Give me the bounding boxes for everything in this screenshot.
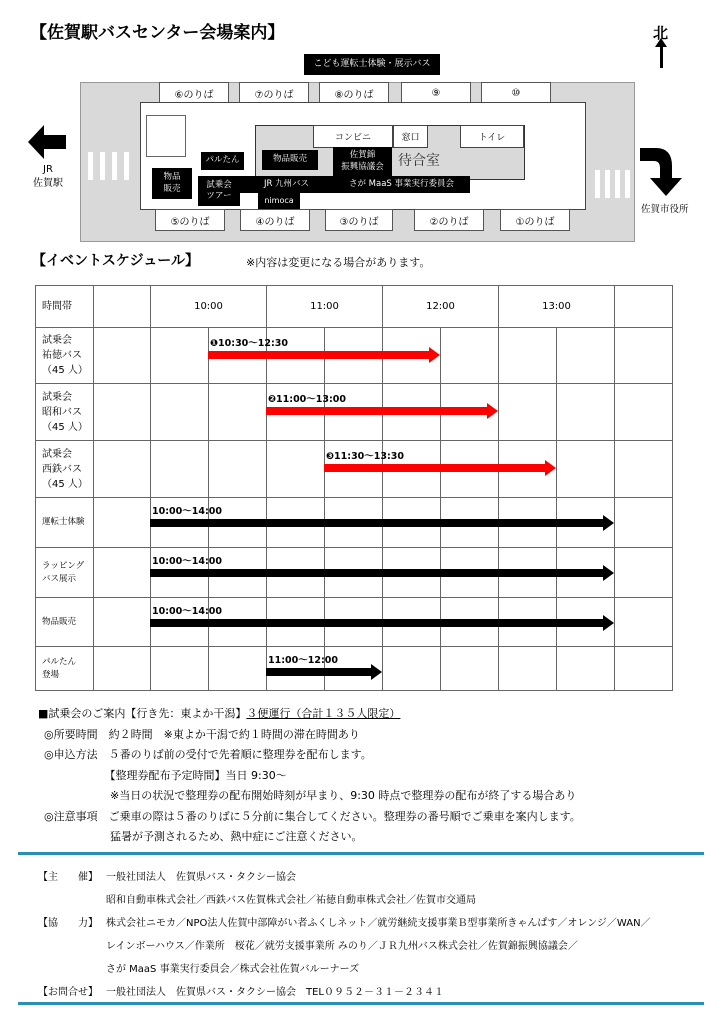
bay-5: ⑤のりば [155,209,225,231]
waiting-room-label: 待合室 [398,153,440,169]
schedule-bar [266,668,372,676]
credit-value: 株式会社ニモカ／NPO法人佐賀中部障がい者ふくしネット／就労継続支援事業Ｂ型事業所きゃんぱす／オレンジ／WAN／ [106,918,651,929]
credit-value: 昭和自動車株式会社／西鉄バス佐賀株式会社／祐徳自動車株式会社／佐賀市交通局 [106,895,476,906]
row-label: ラッピング バス展示 [36,548,94,598]
credit-value: レインボーハウス／作業所 桜花／就労支援事業所 みのり／ＪＲ九州バス株式会社／佐賀錦振興協議会／ [106,941,578,952]
hour-10: 10:00 [151,286,267,328]
credit-key: 【お問合せ】 [38,987,98,998]
nishiki-booth: 佐賀錦 振興協議会 [333,147,392,176]
schedule-bar [150,519,604,527]
schedule-bar [150,619,604,627]
schedule-table [35,285,673,691]
north-arrow-icon [660,44,663,68]
notes-heading-underlined: ３便運行（合計１３５人限定） [246,707,401,720]
hour-13: 13:00 [499,286,615,328]
jr-saga-station-label: JR 佐賀駅 [33,164,63,189]
bay-6: ⑥のりば [159,82,229,104]
credit-value: 一般社団法人 佐賀県バス・タクシー協会 [106,872,296,883]
bar-label: ❶10:30～12:30 [210,338,289,349]
jr-bus-booth: JR 九州バス [240,176,333,193]
maas-booth: さが MaaS 事業実行委員会 [333,176,470,193]
bar-label: 11:00～12:00 [268,655,338,666]
notes-heading: ■試乗会のご案内【行き先：東よか干潟】 [38,707,247,720]
schedule-bar [208,351,430,359]
notes-line: ◎申込方法 ５番のりば前の受付で先着順に整理券を配布します。 [44,748,372,761]
bar-label: 10:00～14:00 [152,506,222,517]
credit-key: 【協 力】 [38,918,98,929]
goods-booth-inner: 物品販売 [262,150,318,170]
ticket-window: 窓口 [393,125,428,148]
bay-4: ④のりば [240,209,310,231]
hour-11: 11:00 [267,286,383,328]
divider-bottom [18,1002,704,1005]
trial-tour-booth: 試乗会 ツアー [198,176,240,206]
north-label: 北 [653,24,669,42]
notes-line: 猛暑が予測されるため、熱中症にご注意ください。 [44,830,363,843]
credit-value: 一般社団法人 佐賀県バス・タクシー協会 TEL０９５２－３１－２３４１ [106,987,444,998]
credit-key: 【主 催】 [38,872,98,883]
row-label: 運転士体験 [36,498,94,548]
row-label: 物品販売 [36,598,94,647]
notes-line: ◎注意事項 ご乗車の際は５番のりばに５分前に集合してください。整理券の番号順でご乗車を案内します。 [44,809,581,823]
bar-label: ❸11:30～13:30 [326,451,405,462]
kids-driver-bus-booth: こども運転士体験・展示バス [304,54,440,75]
row-label: 試乗会 祐徳バス （45 人） [36,328,94,384]
bay-8: ⑧のりば [319,82,389,104]
convenience-store: コンビニ [313,125,393,148]
nimoca-booth: nimoca [258,193,300,209]
turn-arrow-icon [638,146,684,198]
saga-city-hall-label: 佐賀市役所 [641,204,689,215]
page-title: 【佐賀駅バスセンター会場案内】 [30,23,285,43]
schedule-bar [150,569,604,577]
hour-12: 12:00 [383,286,499,328]
bar-label: 10:00～14:00 [152,606,222,617]
bay-9: ⑨ [401,82,471,104]
toilet: トイレ [460,125,524,148]
row-label: 試乗会 西鉄バス （45 人） [36,441,94,498]
bay-2: ②のりば [414,209,484,231]
blank-room [146,115,186,157]
left-arrow-icon [28,125,68,159]
schedule-heading: 【イベントスケジュール】 [32,253,200,269]
bar-label: 10:00～14:00 [152,556,222,567]
trial-ride-info [38,704,581,848]
notes-line: ※当日の状況で整理券の配布開始時刻が早まり、9:30 時点で整理券の配布が終了する場合あり [44,789,577,802]
bay-3: ③のりば [325,209,393,231]
header-time-slot: 時間帯 [36,286,94,328]
schedule-note: ※内容は変更になる場合があります。 [246,256,431,269]
credit-key [38,889,106,912]
credit-key [38,935,106,958]
notes-line: ◎所要時間 約２時間 ※東よか干潟で約１時間の滞在時間あり [44,727,360,741]
credits [38,866,651,1004]
goods-booth-left: 物品 販売 [152,168,192,199]
divider-top [18,852,704,855]
notes-line: 【整理券配布予定時間】当日 9:30～ [44,768,287,782]
row-label: パルたん 登場 [36,647,94,691]
row-label: 試乗会 昭和バス （45 人） [36,384,94,441]
bar-label: ❷11:00～13:00 [268,394,347,405]
credit-value: さが MaaS 事業実行委員会／株式会社佐賀バルーナーズ [106,964,360,975]
parutan-booth: パルたん [201,152,244,170]
schedule-bar [324,464,546,472]
schedule-bar [266,407,488,415]
bay-10: ⑩ [481,82,551,104]
bay-1: ①のりば [500,209,570,231]
bay-7: ⑦のりば [239,82,309,104]
credit-key [38,958,106,981]
